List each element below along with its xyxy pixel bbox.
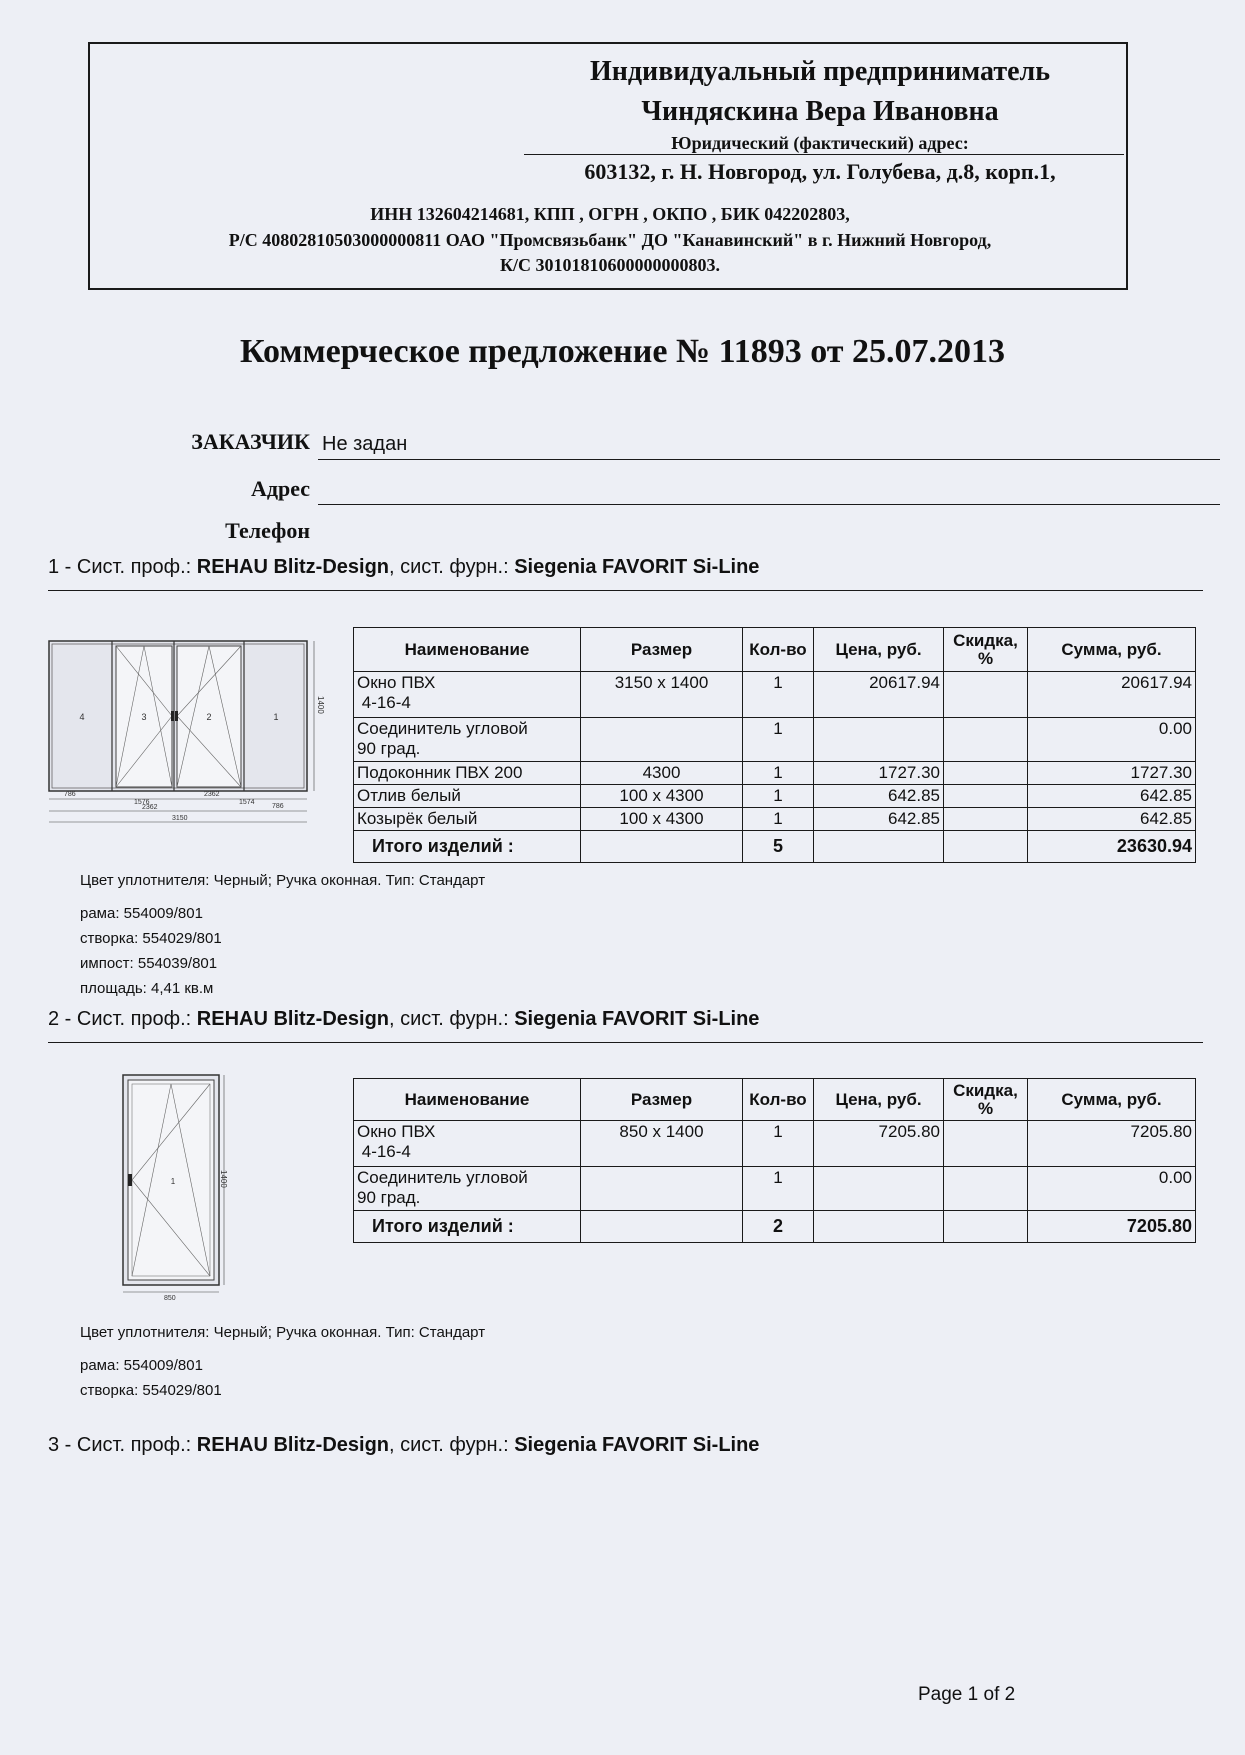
window-1-dim-b: 1576 bbox=[134, 799, 150, 806]
row-sum: 7205.80 bbox=[1028, 1121, 1196, 1167]
section-1-heading: 1 - Сист. проф.: REHAU Blitz-Design, сист. фурн.: Siegenia FAVORIT Si-Line bbox=[48, 556, 760, 578]
row-size bbox=[581, 718, 743, 762]
row-discount bbox=[944, 785, 1028, 808]
row-discount bbox=[944, 762, 1028, 785]
document-title: Коммерческое предложение № 11893 от 25.07.2013 bbox=[240, 333, 1005, 370]
window-2-panel-1: 1 bbox=[170, 1177, 176, 1186]
row-size: 4300 bbox=[581, 762, 743, 785]
row-sum: 20617.94 bbox=[1028, 672, 1196, 718]
window-1-panel-3: 3 bbox=[141, 712, 147, 722]
row-sum: 642.85 bbox=[1028, 808, 1196, 831]
window-1-dim-c: 2362 bbox=[204, 791, 220, 798]
row-qty: 1 bbox=[743, 1121, 814, 1167]
row-qty: 1 bbox=[743, 785, 814, 808]
total-label: Итого изделий : bbox=[354, 1211, 581, 1243]
col-discount: Скидка, % bbox=[944, 1079, 1028, 1121]
row-size: 100 x 4300 bbox=[581, 808, 743, 831]
col-size: Размер bbox=[581, 1079, 743, 1121]
row-qty: 1 bbox=[743, 1167, 814, 1211]
section-3-heading: 3 - Сист. проф.: REHAU Blitz-Design, сист. фурн.: Siegenia FAVORIT Si-Line bbox=[48, 1434, 760, 1456]
section-1-note-sash: створка: 554029/801 bbox=[80, 930, 222, 947]
total-empty bbox=[944, 1211, 1028, 1243]
table-row bbox=[354, 1167, 1196, 1211]
total-empty bbox=[814, 831, 944, 863]
table-row bbox=[354, 785, 1196, 808]
row-sum: 642.85 bbox=[1028, 785, 1196, 808]
requisites-line-1: ИНН 132604214681, КПП , ОГРН , ОКПО , БИК 042202803, bbox=[370, 204, 850, 224]
section-1-note-area: площадь: 4,41 кв.м bbox=[80, 980, 214, 997]
row-name: Окно ПВХ 4-16-4 bbox=[354, 1121, 581, 1167]
total-empty bbox=[581, 831, 743, 863]
total-qty: 5 bbox=[743, 831, 814, 863]
client-value: Не задан bbox=[322, 433, 408, 455]
window-1-dim-d: 1574 bbox=[239, 799, 255, 806]
window-1-dim-total: 3150 bbox=[172, 815, 188, 822]
window-2-drawing bbox=[118, 1070, 233, 1302]
col-discount: Скидка, % bbox=[944, 628, 1028, 672]
total-empty bbox=[814, 1211, 944, 1243]
table-row bbox=[354, 672, 1196, 718]
address-field-label: Адрес bbox=[250, 476, 310, 501]
row-discount bbox=[944, 672, 1028, 718]
section-2-heading: 2 - Сист. проф.: REHAU Blitz-Design, сист. фурн.: Siegenia FAVORIT Si-Line bbox=[48, 1008, 760, 1030]
row-sum: 0.00 bbox=[1028, 1167, 1196, 1211]
table-total-row bbox=[354, 831, 1196, 863]
requisites-line-3: К/С 30101810600000000803. bbox=[499, 255, 721, 275]
total-sum: 23630.94 bbox=[1028, 831, 1196, 863]
row-discount bbox=[944, 1121, 1028, 1167]
total-empty bbox=[944, 831, 1028, 863]
row-name: Окно ПВХ 4-16-4 bbox=[354, 672, 581, 718]
row-name: Козырёк белый bbox=[354, 808, 581, 831]
col-size: Размер bbox=[581, 628, 743, 672]
window-1-panel-1: 1 bbox=[273, 712, 279, 722]
address-underline bbox=[318, 504, 1220, 505]
row-discount bbox=[944, 808, 1028, 831]
window-2-height-dim: 1400 bbox=[219, 1170, 228, 1188]
address-label: Юридический (фактический) адрес: bbox=[671, 133, 969, 153]
client-underline bbox=[318, 459, 1220, 460]
total-qty: 2 bbox=[743, 1211, 814, 1243]
col-name: Наименование bbox=[354, 628, 581, 672]
section-1-note-impost: импост: 554039/801 bbox=[80, 955, 218, 972]
row-size: 100 x 4300 bbox=[581, 785, 743, 808]
total-label: Итого изделий : bbox=[354, 831, 581, 863]
section-2-rule bbox=[48, 1042, 1203, 1043]
row-discount bbox=[944, 1167, 1028, 1211]
col-qty: Кол-во bbox=[743, 628, 814, 672]
row-sum: 1727.30 bbox=[1028, 762, 1196, 785]
col-name: Наименование bbox=[354, 1079, 581, 1121]
section-1-table bbox=[353, 627, 1196, 863]
row-price bbox=[814, 1167, 944, 1211]
section-2-note-frame: рама: 554009/801 bbox=[80, 1357, 203, 1374]
phone-field-label: Телефон bbox=[225, 518, 310, 543]
total-empty bbox=[581, 1211, 743, 1243]
row-qty: 1 bbox=[743, 718, 814, 762]
table-header-row bbox=[354, 1079, 1196, 1121]
row-name: Соединитель угловой 90 град. bbox=[354, 1167, 581, 1211]
col-price: Цена, руб. bbox=[814, 1079, 944, 1121]
total-sum: 7205.80 bbox=[1028, 1211, 1196, 1243]
row-price: 642.85 bbox=[814, 785, 944, 808]
window-1-dim-e: 786 bbox=[272, 803, 284, 810]
address-value: 603132, г. Н. Новгород, ул. Голубева, д.8, корп.1, bbox=[584, 159, 1056, 184]
row-price: 642.85 bbox=[814, 808, 944, 831]
table-row bbox=[354, 718, 1196, 762]
row-price bbox=[814, 718, 944, 762]
entrepreneur-name: Чиндяскина Вера Ивановна bbox=[641, 96, 999, 127]
section-2-note-sash: створка: 554029/801 bbox=[80, 1382, 222, 1399]
row-sum: 0.00 bbox=[1028, 718, 1196, 762]
row-qty: 1 bbox=[743, 672, 814, 718]
table-row bbox=[354, 808, 1196, 831]
row-name: Отлив белый bbox=[354, 785, 581, 808]
section-1-rule bbox=[48, 590, 1203, 591]
window-1-panel-4: 4 bbox=[79, 712, 85, 722]
window-1-panel-2: 2 bbox=[206, 712, 212, 722]
section-1-note-color: Цвет уплотнителя: Черный; Ручка оконная. Тип: Стандарт bbox=[80, 872, 486, 889]
row-price: 1727.30 bbox=[814, 762, 944, 785]
row-name: Соединитель угловой 90 град. bbox=[354, 718, 581, 762]
section-2-table bbox=[353, 1078, 1196, 1243]
row-qty: 1 bbox=[743, 762, 814, 785]
window-1-height-dim: 1400 bbox=[316, 696, 325, 714]
table-total-row bbox=[354, 1211, 1196, 1243]
header-divider bbox=[524, 154, 1124, 155]
window-1-dim-mid: 2362 bbox=[142, 804, 158, 811]
window-1-drawing bbox=[44, 636, 324, 830]
window-2-width-dim: 850 bbox=[164, 1295, 176, 1302]
row-size: 3150 x 1400 bbox=[581, 672, 743, 718]
row-discount bbox=[944, 718, 1028, 762]
row-size: 850 x 1400 bbox=[581, 1121, 743, 1167]
row-size bbox=[581, 1167, 743, 1211]
entrepreneur-title: Индивидуальный предприниматель bbox=[589, 56, 1051, 87]
row-name: Подоконник ПВХ 200 bbox=[354, 762, 581, 785]
table-row bbox=[354, 762, 1196, 785]
section-2-note-color: Цвет уплотнителя: Черный; Ручка оконная. Тип: Стандарт bbox=[80, 1324, 486, 1341]
col-sum: Сумма, руб. bbox=[1028, 1079, 1196, 1121]
table-row bbox=[354, 1121, 1196, 1167]
row-price: 20617.94 bbox=[814, 672, 944, 718]
section-1-note-frame: рама: 554009/801 bbox=[80, 905, 203, 922]
page-number: Page 1 of 2 bbox=[918, 1684, 1016, 1705]
col-qty: Кол-во bbox=[743, 1079, 814, 1121]
table-header-row bbox=[354, 628, 1196, 672]
row-price: 7205.80 bbox=[814, 1121, 944, 1167]
window-1-dim-a: 786 bbox=[64, 791, 76, 798]
col-price: Цена, руб. bbox=[814, 628, 944, 672]
row-qty: 1 bbox=[743, 808, 814, 831]
requisites-line-2: Р/С 40802810503000000811 ОАО "Промсвязьбанк" ДО "Канавинский" в г. Нижний Новгород, bbox=[228, 230, 992, 250]
col-sum: Сумма, руб. bbox=[1028, 628, 1196, 672]
client-label: ЗАКАЗЧИК bbox=[191, 429, 310, 454]
